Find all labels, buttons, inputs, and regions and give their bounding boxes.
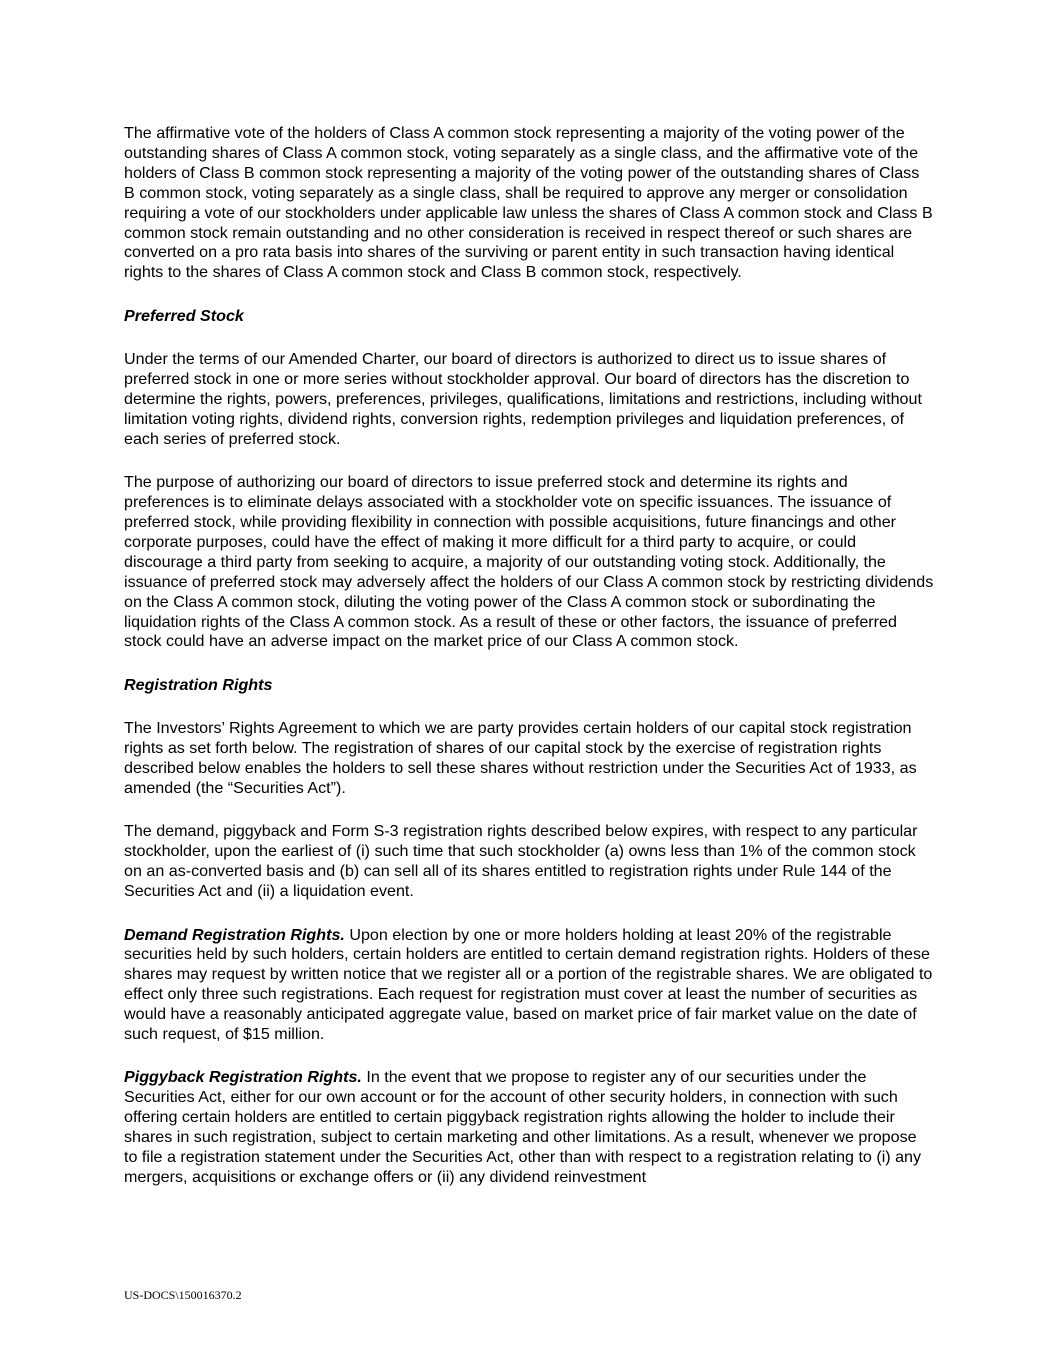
run-in-heading-piggyback: Piggyback Registration Rights.: [124, 1068, 362, 1087]
paragraph-demand-registration: [124, 926, 934, 1045]
paragraph-piggyback-registration: [124, 1068, 934, 1187]
piggyback-registration-text: In the event that we propose to register any of our securities under the Securities Act, either for our own account or for the account of other security holders, in connection with such offering certain holders are entitled to certain piggyback registration rights allowing the holder to include their shares in such registration, subject to certain marketing and other limitations. As a result, whenever we propose to file a registration statement under the Securities Act, other than with respect to a registration relating to (i) any mergers, acquisitions or exchange offers or (ii) any dividend reinvestment: [124, 1068, 922, 1186]
paragraph-investors-rights: The Investors’ Rights Agreement to which we are party provides certain holders of our capital stock registration rights as set forth below. The registration of shares of our capital stock by the exercise of registration rights described below enables the holders to sell these shares without restriction under the Securities Act of 1933, as amended (the “Securities Act”).: [124, 719, 917, 797]
paragraph-preferred-authority: Under the terms of our Amended Charter, our board of directors is authorized to direct us to issue shares of preferred stock in one or more series without stockholder approval. Our board of directors has the discretion to determine the rights, powers, preferences, privileges, qualifications, limitations and restrictions, including without limitation voting rights, dividend rights, conversion rights, redemption privileges and liquidation preferences, of each series of preferred stock.: [124, 350, 922, 448]
run-in-heading-demand: Demand Registration Rights.: [124, 925, 345, 944]
paragraph-class-vote: The affirmative vote of the holders of Class A common stock representing a majority of the voting power of the outstanding shares of Class A common stock, voting separately as a single class, and the affirmative vote of the holders of Class B common stock representing a majority of the voting power of the outstanding shares of Class B common stock, voting separately as a single class, shall be required to approve any merger or consolidation requiring a vote of our stockholders under applicable law unless the shares of Class A common stock and Class B common stock remain outstanding and no other consideration is received in respect thereof or such shares are converted on a pro rata basis into shares of the surviving or parent entity in such transaction having identical rights to the shares of Class A common stock and Class B common stock, respectively.: [124, 124, 933, 282]
paragraph-preferred-purpose: The purpose of authorizing our board of directors to issue preferred stock and determine its rights and preferences is to eliminate delays associated with a stockholder vote on specific issuances. The issuance of preferred stock, while providing flexibility in connection with possible acquisitions, future financings and other corporate purposes, could have the effect of making it more difficult for a third party to acquire, or could discourage a third party from seeking to acquire, a majority of our outstanding voting stock. Additionally, the issuance of preferred stock may adversely affect the holders of our Class A common stock by restricting dividends on the Class A common stock, diluting the voting power of the Class A common stock or subordinating the liquidation rights of the Class A common stock. As a result of these or other factors, the issuance of preferred stock could have an adverse impact on the market price of our Class A common stock.: [124, 473, 934, 651]
heading-preferred-stock: Preferred Stock: [124, 306, 244, 325]
paragraph-rights-expiry: The demand, piggyback and Form S-3 registration rights described below expires, with respect to any particular stockholder, upon the earliest of (i) such time that such stockholder (a) owns less than 1% of the common stock on an as-converted basis and (b) can sell all of its shares entitled to registration rights under Rule 144 of the Securities Act and (ii) a liquidation event.: [124, 822, 918, 901]
document-body: [124, 124, 934, 1211]
demand-registration-text: Upon election by one or more holders holding at least 20% of the registrable securities held by such holders, certain holders are entitled to certain demand registration rights. Holders of these shares may request by written notice that we register all or a portion of the registrable shares. We are obligated to effect only three such registrations. Each request for registration must cover at least the number of securities as would have a reasonably anticipated aggregate value, based on market price of fair market value on the date of such request, of $15 million.: [124, 925, 933, 1044]
document-footer-id: US-DOCS\150016370.2: [124, 1288, 242, 1302]
heading-registration-rights: Registration Rights: [124, 675, 273, 694]
